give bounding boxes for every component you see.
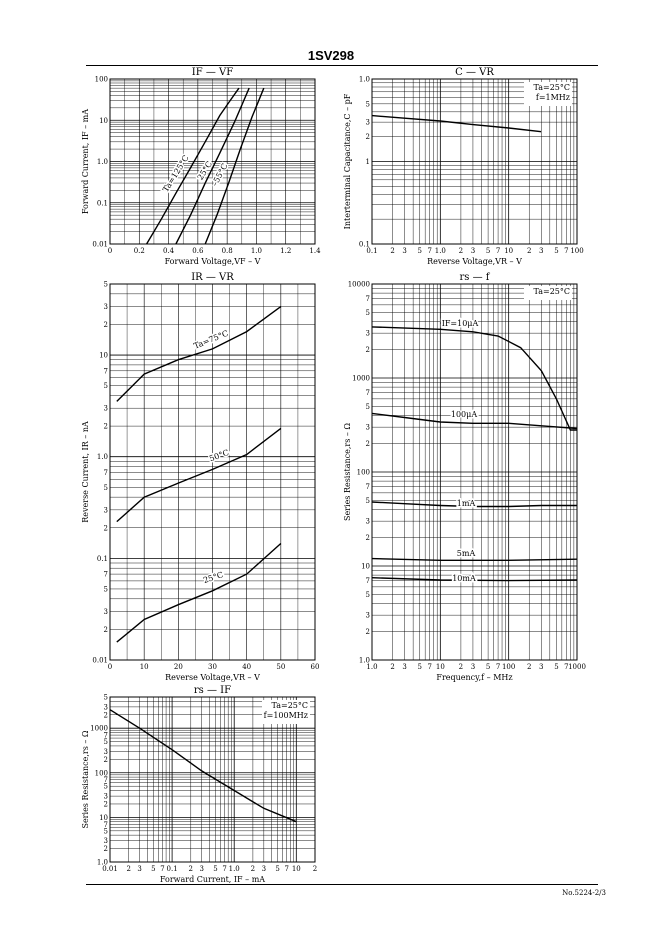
y-tick-label: 2 [103, 422, 108, 431]
y-tick-label: 7 [365, 389, 370, 398]
x-tick-label: 7 [495, 663, 501, 671]
x-tick-label: 0.1 [366, 247, 378, 255]
y-tick-label: 5 [365, 496, 370, 505]
x-tick-label: 7 [427, 247, 432, 255]
chart-c2 [343, 67, 584, 266]
y-tick-label: 5 [103, 280, 108, 289]
x-tick-label: 10 [291, 865, 301, 873]
y-tick-label: 7 [103, 367, 108, 376]
x-tick-label: 10 [504, 247, 514, 255]
y-tick-label: 10 [99, 813, 108, 822]
y-tick-label: 0.1 [96, 554, 108, 563]
y-tick-label: 3 [365, 517, 370, 526]
part-number-header: 1SV298 [307, 48, 355, 63]
x-tick-label: 5 [554, 247, 559, 255]
y-tick-label: 100 [94, 75, 108, 84]
y-tick-label: 2 [103, 711, 108, 720]
x-tick-label: 2 [188, 865, 194, 873]
x-tick-label: 5 [485, 663, 491, 671]
chart-title: IR — VR [191, 272, 234, 283]
y-tick-label: 7 [365, 295, 370, 304]
chart-c4 [343, 272, 586, 682]
x-axis-label: Reverse Voltage,VR – V [427, 257, 522, 266]
x-tick-label: 10 [435, 663, 445, 671]
y-tick-label: 1000 [352, 374, 370, 383]
x-tick-label: 3 [539, 663, 544, 671]
x-tick-label: 5 [417, 247, 422, 255]
x-tick-label: 2 [458, 247, 464, 255]
x-tick-label: 2 [250, 865, 256, 873]
y-tick-label: 1.0 [96, 858, 108, 867]
x-tick-label: 1.0 [228, 865, 240, 873]
series-line [110, 710, 296, 822]
x-tick-label: 20 [173, 663, 183, 671]
y-tick-label: 5 [365, 590, 370, 599]
y-tick-label: 7 [103, 468, 108, 477]
x-tick-label: 30 [208, 663, 217, 671]
y-tick-label: 7 [365, 483, 370, 492]
y-tick-label: 10 [99, 351, 108, 360]
y-tick-label: 2 [103, 845, 108, 854]
y-tick-label: 5 [103, 738, 108, 747]
y-tick-label: 7 [365, 577, 370, 586]
x-tick-label: 100 [501, 663, 516, 671]
x-tick-label: 7 [564, 247, 569, 255]
x-tick-label: 0.8 [221, 247, 233, 255]
x-tick-label: 5 [554, 663, 559, 671]
x-tick-label: 0 [107, 247, 113, 255]
y-tick-label: 5 [103, 382, 108, 391]
x-tick-label: 3 [261, 865, 267, 873]
y-axis-label: Series Resistance,rs – Ω [81, 730, 90, 829]
series-line [372, 116, 541, 132]
y-tick-label: 100 [356, 468, 370, 477]
x-tick-label: 2 [527, 663, 532, 671]
x-axis-label: Frequency,f – MHz [436, 673, 513, 682]
doc-number: No.5224-2/3 [562, 889, 606, 897]
x-tick-label: 0.1 [166, 865, 178, 873]
y-tick-label: 3 [103, 506, 108, 515]
y-tick-label: 5 [103, 827, 108, 836]
x-tick-label: 1.0 [250, 247, 262, 255]
x-tick-label: 2 [458, 663, 464, 671]
y-tick-label: 100 [94, 769, 108, 778]
x-tick-label: 7 [160, 865, 165, 873]
x-axis-label: Forward Current, IF – mA [159, 875, 266, 884]
y-axis-label: Forward Current, IF – mA [81, 108, 90, 215]
series-line [117, 307, 281, 402]
y-tick-label: 2 [365, 440, 370, 449]
annotation-text: Ta=25°C [533, 287, 570, 296]
y-axis-label: Reverse Current, IR – nA [81, 421, 90, 523]
y-tick-label: 2 [365, 628, 370, 637]
series-label: Ta=75°C [192, 328, 230, 351]
series-label: IF=10μA [441, 319, 479, 328]
y-tick-label: 5 [365, 100, 370, 109]
y-tick-label: 0.1 [358, 240, 370, 249]
y-tick-label: 0.1 [96, 199, 108, 208]
y-tick-label: 3 [103, 404, 108, 413]
y-tick-label: 3 [103, 608, 108, 617]
x-tick-label: 100 [570, 247, 584, 255]
chart-title: rs — IF [193, 685, 232, 696]
chart-title: C — VR [455, 67, 494, 78]
x-tick-label: 3 [539, 247, 544, 255]
y-tick-label: 10000 [347, 280, 370, 289]
y-tick-label: 3 [103, 837, 108, 846]
y-tick-label: 1.0 [358, 75, 370, 84]
chart-title: IF — VF [191, 67, 234, 78]
x-tick-label: 3 [137, 865, 142, 873]
y-tick-label: 3 [103, 748, 108, 757]
y-tick-label: 3 [103, 303, 108, 312]
x-tick-label: 5 [213, 865, 218, 873]
y-tick-label: 5 [365, 308, 370, 317]
y-tick-label: 2 [103, 625, 108, 634]
y-tick-label: 7 [103, 820, 108, 829]
series-label: –55°C [210, 161, 230, 188]
x-tick-label: 1.4 [309, 247, 321, 255]
series-label: Ta=125°C [161, 153, 191, 194]
y-tick-label: 3 [365, 329, 370, 338]
x-tick-label: 5 [485, 247, 491, 255]
x-tick-label: 3 [470, 663, 476, 671]
y-tick-label: 7 [103, 776, 108, 785]
x-tick-label: 2 [390, 663, 395, 671]
series-line [117, 428, 281, 521]
y-tick-label: 10 [361, 562, 370, 571]
y-tick-label: 7 [103, 731, 108, 740]
series-label: 5mA [456, 549, 476, 558]
x-tick-label: 5 [417, 663, 422, 671]
x-tick-label: 1.2 [280, 247, 292, 255]
x-tick-label: 10 [139, 663, 149, 671]
annotation-text: f=100MHz [263, 711, 308, 720]
y-tick-label: 1.0 [96, 453, 108, 462]
chart-c5 [81, 685, 317, 884]
x-tick-label: 2 [527, 247, 532, 255]
y-tick-label: 5 [103, 782, 108, 791]
y-tick-label: 5 [103, 585, 108, 594]
y-tick-label: 3 [103, 792, 108, 801]
x-tick-label: 7 [427, 663, 432, 671]
y-tick-label: 3 [365, 118, 370, 127]
y-tick-label: 1 [365, 158, 370, 166]
x-tick-label: 3 [402, 247, 407, 255]
series-label: 100μA [450, 410, 478, 419]
x-axis-label: Forward Voltage,VF – V [164, 257, 261, 266]
annotation-text: Ta=25°C [533, 83, 570, 92]
y-tick-label: 5 [103, 483, 108, 492]
y-tick-label: 2 [365, 346, 370, 355]
y-tick-label: 2 [103, 320, 108, 329]
x-tick-label: 50 [276, 663, 286, 671]
y-tick-label: 0.01 [92, 656, 108, 665]
x-tick-label: 0.4 [163, 247, 175, 255]
series-label: 10mA [452, 574, 476, 583]
y-tick-label: 10 [99, 116, 108, 125]
y-tick-label: 2 [103, 800, 108, 809]
x-tick-label: 7 [222, 865, 227, 873]
y-tick-label: 2 [103, 524, 108, 533]
y-tick-label: 1.0 [358, 656, 370, 665]
x-tick-label: 2 [126, 865, 131, 873]
y-tick-label: 2 [103, 755, 108, 764]
x-tick-label: 0.2 [133, 247, 145, 255]
series-label: 50°C [208, 447, 231, 464]
chart-c1 [81, 67, 321, 266]
y-axis-label: Interterminal Capacitance,C – pF [343, 93, 352, 230]
x-tick-label: 1.0 [434, 247, 446, 255]
chart-c3 [81, 272, 319, 682]
y-tick-label: 2 [365, 133, 370, 142]
x-tick-label: 1000 [568, 663, 586, 671]
y-tick-label: 0.01 [92, 240, 108, 249]
x-tick-label: 0 [107, 663, 113, 671]
x-tick-label: 5 [275, 865, 280, 873]
x-tick-label: 7 [495, 247, 501, 255]
annotation-text: f=1MHz [535, 93, 570, 102]
y-tick-label: 7 [103, 570, 108, 579]
series-line [372, 559, 577, 561]
x-tick-label: 1.0 [366, 663, 378, 671]
x-tick-label: 3 [470, 247, 476, 255]
y-tick-label: 3 [103, 703, 108, 712]
y-tick-label: 5 [365, 402, 370, 411]
x-tick-label: 0.6 [192, 247, 204, 255]
y-tick-label: 1000 [90, 724, 108, 733]
series-label: 1mA [456, 499, 476, 508]
chart-title: rs — f [459, 272, 490, 283]
x-tick-label: 5 [151, 865, 156, 873]
x-tick-label: 2 [390, 247, 395, 255]
x-tick-label: 2 [312, 865, 318, 873]
x-axis-label: Reverse Voltage,VR – V [165, 673, 260, 682]
annotation-text: Ta=25°C [271, 701, 308, 710]
x-tick-label: 0.01 [102, 865, 118, 873]
y-tick-label: 3 [365, 423, 370, 432]
x-tick-label: 40 [242, 663, 252, 671]
series-label: 25°C [195, 159, 215, 182]
x-tick-label: 3 [199, 865, 204, 873]
x-tick-label: 7 [564, 663, 569, 671]
x-tick-label: 60 [310, 663, 320, 671]
y-tick-label: 3 [365, 611, 370, 620]
y-tick-label: 5 [103, 693, 108, 702]
x-tick-label: 7 [284, 865, 289, 873]
y-tick-label: 2 [365, 534, 370, 543]
x-tick-label: 3 [402, 663, 407, 671]
y-axis-label: Series Resistance,rs – Ω [343, 422, 352, 522]
y-tick-label: 1.0 [96, 158, 108, 166]
series-label: 25°C [202, 570, 225, 586]
